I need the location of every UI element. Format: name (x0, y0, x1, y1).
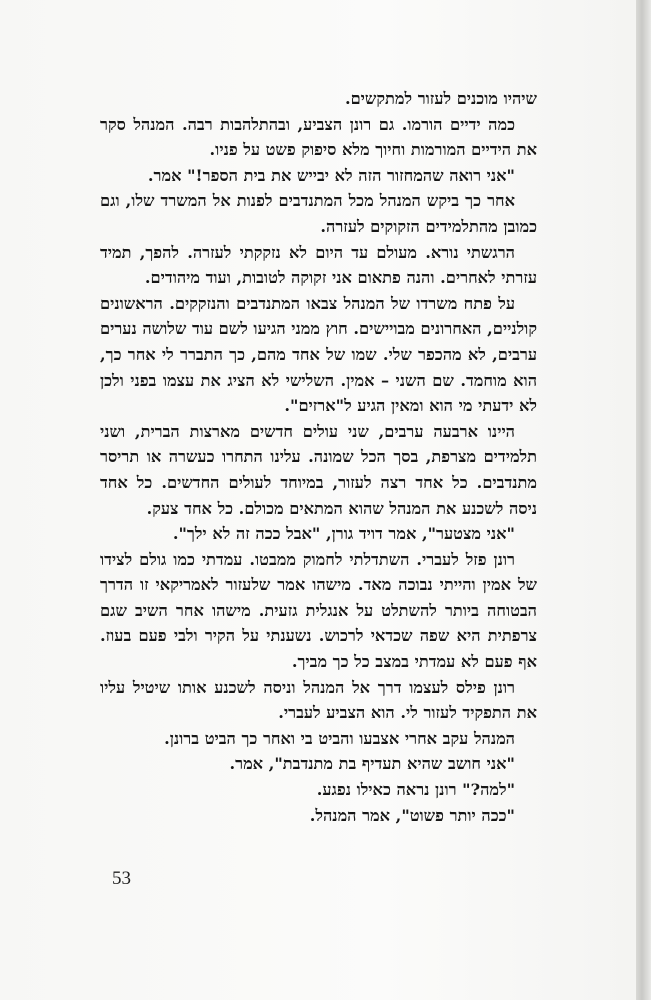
paragraph: המנהל עקב אחרי אצבעו והביט בי ואחר כך הביט ברונן. (164, 728, 515, 748)
paragraph: שיהיו מוכנים לעזור למתקשים. (344, 89, 537, 108)
page-number: 53 (112, 868, 131, 889)
paragraph: היינו ארבעה ערבים, שני עולים חדשים מארצות הברית, ושני תלמידים מצרפת, בסך הכל שמונה. עלינו התחרו כעשרה או תריסר מתנדבים. כל אחד רצה לעזור, במיוחד לעולים החדשים. כל אחד ניסה לשכנע את המנהל שהוא המתאים מכולם. כל אחד צעק. (100, 421, 537, 518)
paragraph: "ככה יותר פשוט", אמר המנהל. (309, 805, 515, 825)
paragraph: על פתח משרדו של המנהל צבאו המתנדבים והנזקקים. הראשונים קולניים, האחרונים מבויישים. חוץ ממני הגיעו לשם עוד שלושה נערים ערבים, לא מהכפר שלי. שמו של אחד מהם, כך התברר לי אחר כך, הוא מוחמד. שם השני – אמין. השלישי לא הציג את עצמו בפני ולכן לא ידעתי מי הוא ומאין הגיע ל"ארזים". (100, 293, 537, 416)
paragraph: "אני רואה שהמחזור הזה לא יבייש את בית הספר!" אמר. (147, 165, 515, 185)
page-text (100, 86, 537, 828)
paragraph: הרגשתי נורא. מעולם עד היום לא נזקקתי לעזרה. להפך, תמיד עזרתי לאחרים. והנה פתאום אני זקוקה לטובות, ועוד מיהודים. (100, 242, 537, 288)
paragraph: אחר כך ביקש המנהל מכל המתנדבים לפנות אל המשרד שלו, וגם כמובן מהתלמידים הזקוקים לעזרה. (100, 191, 537, 236)
paragraph: "אני מצטער", אמר דויד גורן, "אבל ככה זה לא ילך". (172, 524, 515, 544)
paragraph: "אני חושב שהיא תעדיף בת מתנדבת", אמר. (229, 754, 515, 774)
paragraph: כמה ידיים הורמו. גם רונן הצביע, ובהתלהבות רבה. המנהל סקר את הידיים המורמות וחיוך מלא סיפוק פשט על פניו. (100, 114, 537, 160)
paragraph: "למה?" רונן נראה כאילו נפגע. (316, 780, 515, 800)
paragraph: רונן פזל לעברי. השתדלתי לחמוק ממבטו. עמדתי כמו גולם לצידו של אמין והייתי נבוכה מאד. מישהו אמר שלעזור לאמריקאי זו הדרך הבטוחה ביותר להשתלט על אנגלית גזעית. מישהו אחר השיב שגם צרפתית היא שפה שכדאי לרכוש. נשענתי על הקיר ולבי פעם בעוז. אף פעם לא עמדתי במצב כל כך מביך. (100, 549, 537, 672)
book-spine-shadow (636, 0, 651, 1000)
paragraph: רונן פילס לעצמו דרך אל המנהל וניסה לשכנע אותו שיטיל עליו את התפקיד לעזור לי. הוא הצביע לעברי. (100, 677, 537, 723)
